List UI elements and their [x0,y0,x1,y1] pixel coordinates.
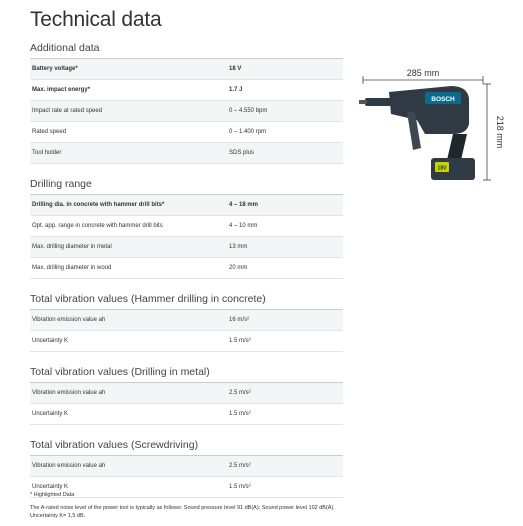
spec-section [30,289,343,352]
section-title: Total vibration values (Drilling in metal) [30,362,343,383]
spec-section [30,38,343,164]
spec-row [30,59,343,80]
section-title: Total vibration values (Screwdriving) [30,435,343,456]
grip [447,134,467,160]
spec-label: Max. impact energy* [32,87,91,93]
spec-section [30,435,343,498]
spec-row [30,258,343,279]
spec-section [30,362,343,425]
spec-row [30,404,343,425]
width-label: 285 mm [406,68,440,78]
spec-value: 16 m/s² [229,317,250,323]
spec-value: SDS plus [229,150,255,156]
spec-section [30,174,343,279]
spec-value: 13 mm [229,244,248,250]
spec-row [30,331,343,352]
spec-row [30,456,343,477]
spec-row [30,195,343,216]
spec-label: Drilling dia. in concrete with hammer drill bits* [32,202,165,208]
height-label: 218 mm [495,115,505,149]
spec-value: 20 mm [229,265,248,271]
spec-value: 2.5 m/s² [229,463,251,469]
spec-tables [30,38,343,508]
spec-row [30,80,343,101]
spec-label: Uncertainty K [32,411,69,417]
spec-value: 1.7 J [229,87,243,93]
spec-row [30,101,343,122]
spec-label: Impact rate at rated speed [32,108,103,114]
spec-label: Rated speed [32,129,67,135]
spec-row [30,122,343,143]
spec-label: Max. drilling diameter in wood [32,265,112,271]
section-title: Total vibration values (Hammer drilling in concrete) [30,289,343,310]
spec-label: Max. drilling diameter in metal [32,244,112,250]
battery-label: 18V [437,165,447,172]
spec-label: Vibration emission value ah [32,463,106,469]
spec-value: 1.5 m/s² [229,484,251,490]
spec-label: Battery voltage* [32,66,78,72]
spec-row [30,143,343,164]
spec-label: Vibration emission value ah [32,317,106,323]
spec-row [30,216,343,237]
section-title: Drilling range [30,174,343,195]
spec-value: 18 V [229,66,242,72]
section-title: Additional data [30,38,343,59]
spec-value: 4 – 18 mm [229,202,259,208]
spec-row [30,383,343,404]
noise-footnote: The A-rated noise level of the power tool is typically as follows: Sound pressure level 91 dB(A); Sound power level 102 dB(A). Uncertainty K= 1,5 dB. [30,505,335,519]
spec-label: Opt. app. range in concrete with hammer drill bits [32,223,163,229]
spec-value: 2.5 m/s² [229,390,251,396]
spec-label: Vibration emission value ah [32,390,106,396]
spec-label: Tool holder [32,150,62,156]
spec-label: Uncertainty K [32,338,69,344]
tool-illustration [355,62,505,212]
footnotes [30,491,350,520]
highlight-footnote: * Highlighted Data [30,492,75,498]
spec-value: 1.5 m/s² [229,411,251,417]
chuck-icon [365,98,391,106]
spec-value: 1.5 m/s² [229,338,251,344]
spec-value: 0 – 1.400 rpm [229,129,267,135]
spec-row [30,237,343,258]
spec-label: Uncertainty K [32,484,69,490]
spec-row [30,310,343,331]
spec-value: 0 – 4.550 bpm [229,108,268,114]
brand-label: BOSCH [431,96,455,103]
page-title: Technical data [30,8,162,31]
product-dimension-diagram [355,62,505,212]
spec-value: 4 – 10 mm [229,223,258,229]
